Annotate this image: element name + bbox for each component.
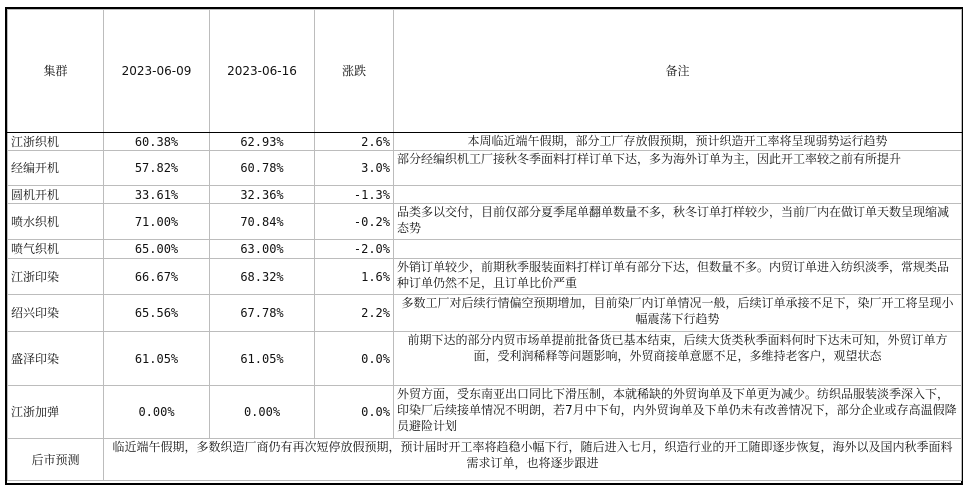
value-cell-1: 65.00% bbox=[104, 240, 210, 259]
cluster-cell: 江浙印染 bbox=[8, 259, 104, 295]
header-date-2: 2023-06-16 bbox=[210, 10, 315, 133]
change-cell: 1.6% bbox=[315, 259, 394, 295]
cluster-cell: 江浙加弹 bbox=[8, 386, 104, 439]
value-cell-2: 62.93% bbox=[210, 133, 315, 151]
cluster-cell: 喷气织机 bbox=[8, 240, 104, 259]
change-cell: 0.0% bbox=[315, 386, 394, 439]
note-cell bbox=[394, 240, 962, 259]
header-change: 涨跌 bbox=[315, 10, 394, 133]
table-row bbox=[8, 133, 962, 151]
note-cell bbox=[394, 186, 962, 204]
header-date-1: 2023-06-09 bbox=[104, 10, 210, 133]
operating-rate-table bbox=[7, 9, 962, 481]
change-cell: 3.0% bbox=[315, 151, 394, 186]
table-row bbox=[8, 332, 962, 386]
value-cell-2: 32.36% bbox=[210, 186, 315, 204]
note-cell: 外销订单较少，前期秋季服装面料打样订单有部分下达，但数量不多。内贸订单进入纺织淡季，常规类品种订单仍然不足，且订单比价严重 bbox=[394, 259, 962, 295]
change-cell: -0.2% bbox=[315, 204, 394, 240]
forecast-text: 临近端午假期，多数织造厂商仍有再次短停放假预期，预计届时开工率将趋稳小幅下行，随后进入七月，织造行业的开工随即逐步恢复，海外以及国内秋季面料需求订单，也将逐步跟进 bbox=[104, 439, 962, 481]
note-cell: 品类多以交付，目前仅部分夏季尾单翻单数量不多，秋冬订单打样较少，当前厂内在做订单天数呈现缩减态势 bbox=[394, 204, 962, 240]
value-cell-2: 60.78% bbox=[210, 151, 315, 186]
value-cell-2: 68.32% bbox=[210, 259, 315, 295]
cluster-cell: 江浙织机 bbox=[8, 133, 104, 151]
spreadsheet bbox=[5, 7, 963, 485]
header-note: 备注 bbox=[394, 10, 962, 133]
value-cell-2: 0.00% bbox=[210, 386, 315, 439]
change-cell: 2.2% bbox=[315, 295, 394, 332]
value-cell-1: 60.38% bbox=[104, 133, 210, 151]
value-cell-2: 63.00% bbox=[210, 240, 315, 259]
table-row bbox=[8, 240, 962, 259]
value-cell-1: 0.00% bbox=[104, 386, 210, 439]
table-row bbox=[8, 151, 962, 186]
cluster-cell: 喷水织机 bbox=[8, 204, 104, 240]
value-cell-1: 65.56% bbox=[104, 295, 210, 332]
value-cell-1: 33.61% bbox=[104, 186, 210, 204]
header-row bbox=[8, 10, 962, 133]
forecast-label: 后市预测 bbox=[8, 439, 104, 481]
change-cell: -2.0% bbox=[315, 240, 394, 259]
value-cell-1: 57.82% bbox=[104, 151, 210, 186]
table-row bbox=[8, 295, 962, 332]
table-row bbox=[8, 259, 962, 295]
change-cell: 0.0% bbox=[315, 332, 394, 386]
table-row bbox=[8, 186, 962, 204]
cluster-cell: 盛泽印染 bbox=[8, 332, 104, 386]
change-cell: 2.6% bbox=[315, 133, 394, 151]
value-cell-2: 70.84% bbox=[210, 204, 315, 240]
note-cell: 外贸方面，受东南亚出口同比下滑压制，本就稀缺的外贸询单及下单更为减少。纺织品服装淡季深入下，印染厂后续接单情况不明朗，若7月中下旬，内外贸询单及下单仍未有改善情况下，部分企业或存高温假降员避险计划 bbox=[394, 386, 962, 439]
value-cell-1: 66.67% bbox=[104, 259, 210, 295]
note-cell: 本周临近端午假期，部分工厂存放假预期，预计织造开工率将呈现弱势运行趋势 bbox=[394, 133, 962, 151]
table-row bbox=[8, 386, 962, 439]
table-row bbox=[8, 204, 962, 240]
note-cell: 部分经编织机工厂接秋冬季面料打样订单下达，多为海外订单为主，因此开工率较之前有所提升 bbox=[394, 151, 962, 186]
cluster-cell: 经编开机 bbox=[8, 151, 104, 186]
forecast-row bbox=[8, 439, 962, 481]
change-cell: -1.3% bbox=[315, 186, 394, 204]
cluster-cell: 圆机开机 bbox=[8, 186, 104, 204]
cluster-cell: 绍兴印染 bbox=[8, 295, 104, 332]
header-cluster: 集群 bbox=[8, 10, 104, 133]
value-cell-1: 61.05% bbox=[104, 332, 210, 386]
note-cell: 前期下达的部分内贸市场单提前批备货已基本结束，后续大货类秋季面料何时下达未可知，外贸订单方面，受利润稀释等问题影响，外贸商接单意愿不足，多维持老客户，观望状态 bbox=[394, 332, 962, 386]
value-cell-2: 61.05% bbox=[210, 332, 315, 386]
value-cell-2: 67.78% bbox=[210, 295, 315, 332]
note-cell: 多数工厂对后续行情偏空预期增加，目前染厂内订单情况一般，后续订单承接不足下，染厂开工将呈现小幅震荡下行趋势 bbox=[394, 295, 962, 332]
value-cell-1: 71.00% bbox=[104, 204, 210, 240]
